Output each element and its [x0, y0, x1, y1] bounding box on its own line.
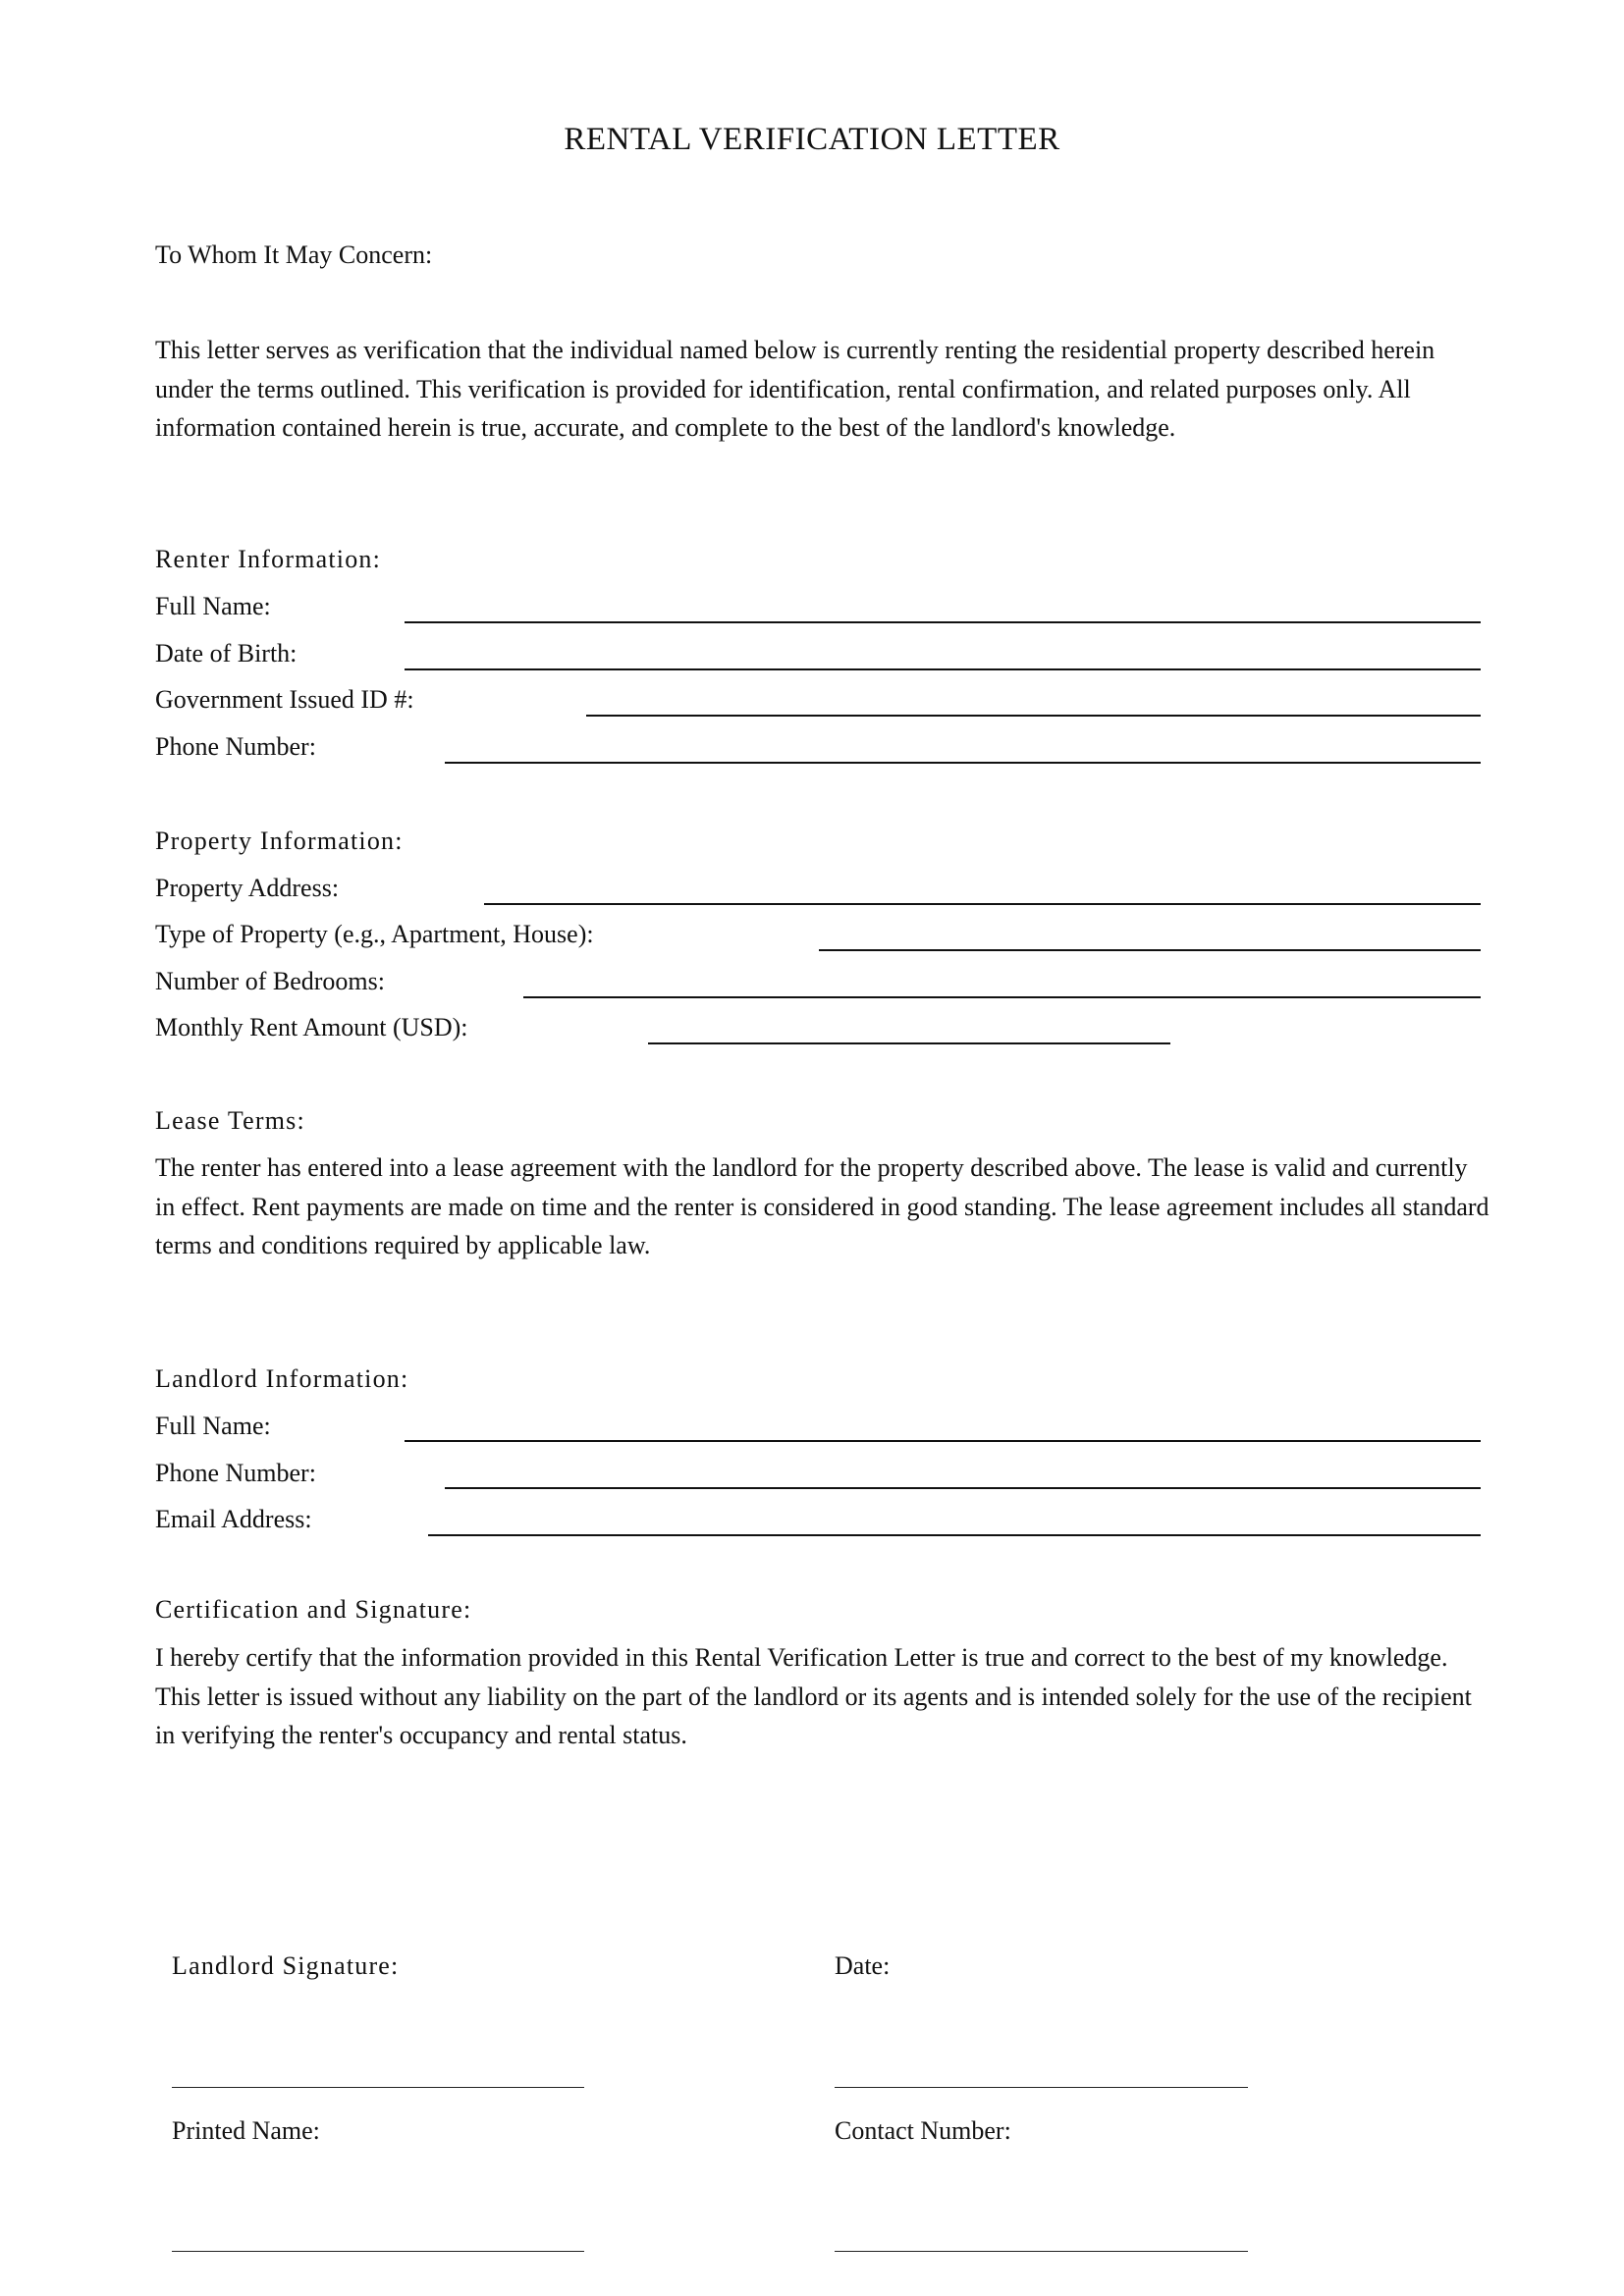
- property-type-field[interactable]: [819, 949, 1481, 951]
- date-line[interactable]: [835, 2087, 1248, 2088]
- monthly-rent-field[interactable]: [648, 1042, 1170, 1044]
- renter-full-name-label: Full Name:: [155, 592, 271, 620]
- landlord-email-field[interactable]: [428, 1534, 1481, 1536]
- renter-gov-id-label: Government Issued ID #:: [155, 685, 414, 714]
- renter-phone-field[interactable]: [445, 762, 1481, 764]
- contact-number-line[interactable]: [835, 2251, 1248, 2252]
- salutation: To Whom It May Concern:: [155, 240, 433, 269]
- property-address-field[interactable]: [484, 903, 1481, 905]
- renter-dob-label: Date of Birth:: [155, 639, 298, 667]
- intro-paragraph: This letter serves as verification that the individual named below is currently renting the residential property described herein under the terms outlined. This verification is provided for identification, rental confirmation, and related purposes only. All information contained herein is true, accurate, and complete to the best of the landlord's knowledge.: [155, 336, 1435, 442]
- renter-info-heading: Renter Information:: [155, 545, 382, 573]
- landlord-phone-field[interactable]: [445, 1487, 1481, 1489]
- lease-terms-heading: Lease Terms:: [155, 1106, 305, 1135]
- landlord-full-name-field[interactable]: [405, 1440, 1481, 1442]
- property-type-label: Type of Property (e.g., Apartment, House):: [155, 920, 594, 948]
- certification-paragraph: I hereby certify that the information provided in this Rental Verification Letter is true and correct to the best of my knowledge. This letter is issued without any liability on the part of the landlord or its agents and is intended solely for the use of the recipient in verifying the renter's occupancy and rental status.: [155, 1643, 1472, 1749]
- renter-phone-label: Phone Number:: [155, 732, 316, 761]
- renter-dob-field[interactable]: [405, 668, 1481, 670]
- date-label: Date:: [835, 1951, 891, 1980]
- printed-name-line[interactable]: [172, 2251, 584, 2252]
- document-title: RENTAL VERIFICATION LETTER: [564, 122, 1060, 157]
- landlord-phone-label: Phone Number:: [155, 1459, 316, 1487]
- landlord-info-heading: Landlord Information:: [155, 1364, 409, 1393]
- contact-number-label: Contact Number:: [835, 2116, 1011, 2145]
- landlord-full-name-label: Full Name:: [155, 1412, 271, 1440]
- property-bedrooms-field[interactable]: [523, 996, 1481, 998]
- property-bedrooms-label: Number of Bedrooms:: [155, 967, 385, 995]
- landlord-signature-line[interactable]: [172, 2087, 584, 2088]
- monthly-rent-label: Monthly Rent Amount (USD):: [155, 1013, 468, 1041]
- property-info-heading: Property Information:: [155, 827, 404, 855]
- printed-name-label: Printed Name:: [172, 2116, 320, 2145]
- lease-terms-paragraph: The renter has entered into a lease agreement with the landlord for the property described above. The lease is valid and currently in effect. Rent payments are made on time and the renter is considered in good standing. The lease agreement includes all standard terms and conditions required by applicable law.: [155, 1153, 1489, 1259]
- certification-heading: Certification and Signature:: [155, 1595, 472, 1624]
- property-address-label: Property Address:: [155, 874, 340, 902]
- landlord-signature-label: Landlord Signature:: [172, 1951, 400, 1980]
- landlord-email-label: Email Address:: [155, 1505, 312, 1533]
- renter-gov-id-field[interactable]: [586, 715, 1481, 717]
- renter-full-name-field[interactable]: [405, 621, 1481, 623]
